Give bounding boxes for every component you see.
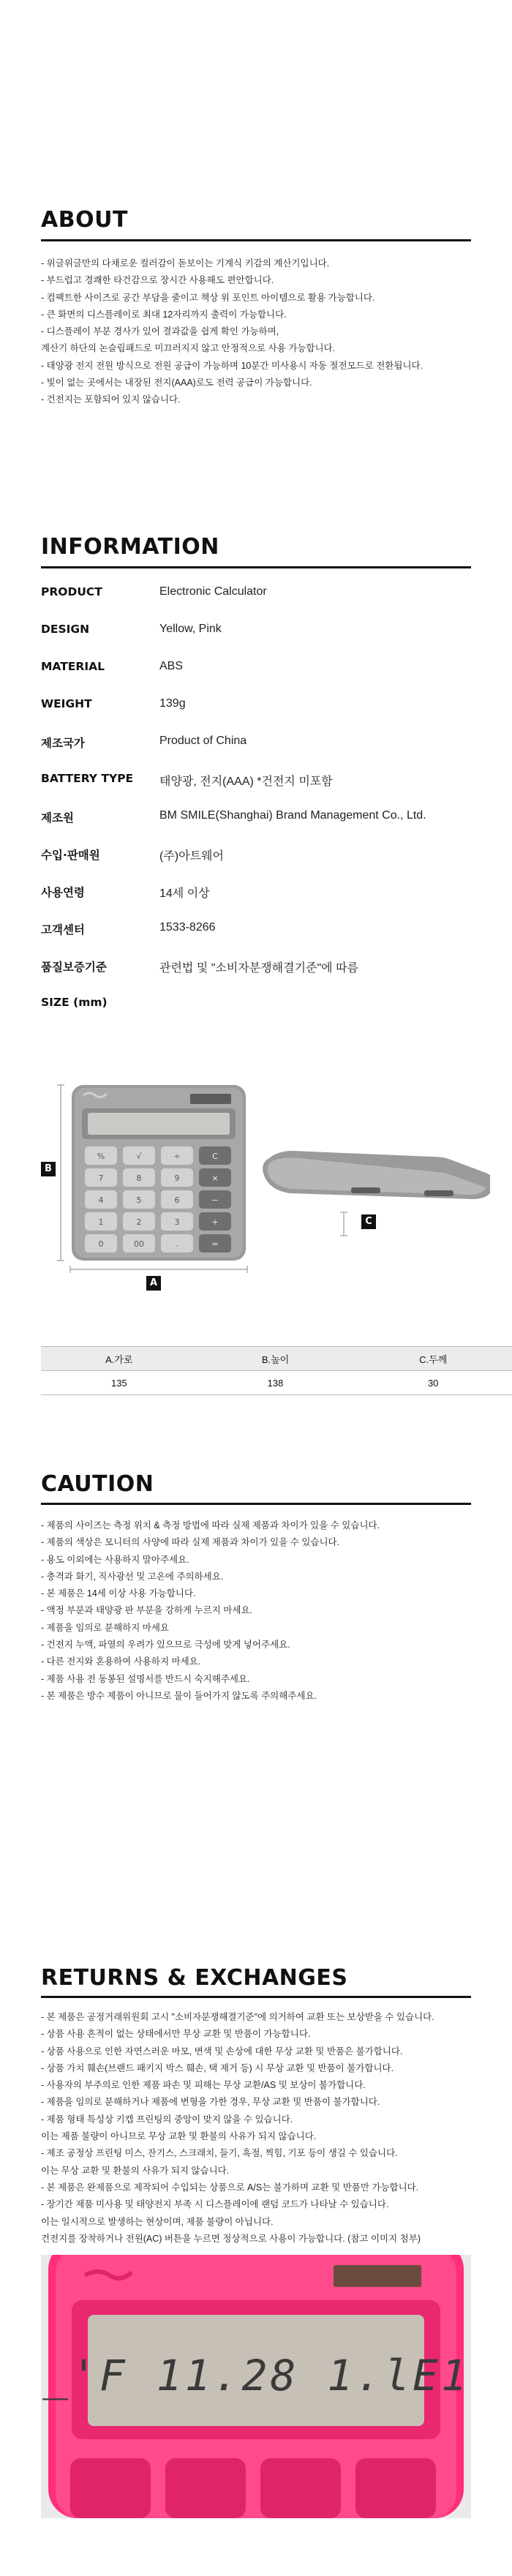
info-row [41,846,480,861]
caution-list [41,1517,480,1705]
calculator-size-illustration [37,1079,490,1313]
calculator-key-label: 9 [174,1174,180,1183]
info-value: 139g [159,697,186,710]
calculator-display-text: _'F 11.28 1.lE1 [42,2351,470,2400]
list-item: - 제품의 색상은 모니터의 사양에 따라 실제 제품과 차이가 있을 수 있습니다. [41,1537,340,1548]
info-row [41,735,480,749]
list-item: 이는 제품 불량이 아니므로 무상 교환 및 환불의 사유가 되지 않습니다. [41,2131,317,2142]
info-label: 제조국가 [41,737,85,750]
info-value: ABS [159,660,184,672]
info-value: BM SMILE(Shanghai) Brand Management Co., Ltd. [159,809,426,822]
list-item: 이는 무상 교환 및 환불의 사유가 되지 않습니다. [41,2165,230,2176]
calculator-key-label: 6 [174,1195,180,1205]
dimension-tag-a: A [146,1276,161,1291]
dimension-header-b: B.높이 [197,1347,354,1371]
calculator-front-image [72,1085,246,1261]
list-item: - 제품 사용 전 동봉된 설명서를 반드시 숙지해주세요. [41,1673,250,1684]
caution-title: CAUTION [41,1471,154,1497]
list-item: - 다른 전지와 혼용하여 사용하지 마세요. [41,1656,201,1667]
list-item: - 위글위글만의 다채로운 컬러감이 돋보이는 기계식 키감의 계산기입니다. [41,258,330,269]
list-item: - 장기간 제품 미사용 및 태양전지 부족 시 디스플레이에 랜덤 코드가 나타날 수 있습니다. [41,2199,389,2210]
dimension-header-a: A.가로 [41,1347,197,1371]
list-item: - 건전지 누액, 파열의 우려가 있으므로 극성에 맞게 넣어주세요. [41,1640,290,1651]
calculator-key-label: 4 [98,1195,104,1205]
list-item: - 본 제품은 공정거래위원회 고시 "소비자분쟁해결기준"에 의거하여 교환 또는 보상받을 수 있습니다. [41,2012,434,2022]
returns-divider [41,1996,471,1998]
info-row [41,660,480,675]
info-value: Product of China [159,735,247,747]
list-item: - 제품 형태 특성상 키캡 프린팅의 중앙이 맞지 않을 수 있습니다. [41,2114,293,2125]
info-row [41,921,480,936]
list-item: - 상품 사용으로 인한 자연스러운 마모, 변색 및 손상에 대한 무상 교환 및 반품은 불가합니다. [41,2046,403,2057]
info-label: 고객센터 [41,923,85,936]
list-item: - 본 제품은 완제품으로 제작되어 수입되는 상품으로 A/S는 불가하며 교환 및 반품만 가능합니다. [41,2182,419,2193]
info-row [41,623,480,637]
list-item: - 상품 가치 훼손(브랜드 패키지 박스 훼손, 택 제거 등) 시 무상 교환 및 반품이 불가합니다. [41,2062,394,2073]
list-item: - 본 제품은 방수 제품이 아니므로 물이 들어가지 않도록 주의해주세요. [41,1690,317,1701]
info-label: 수입·판매원 [41,849,100,862]
dimension-table-row [41,1371,512,1395]
info-value: Yellow, Pink [159,623,222,635]
list-item: - 본 제품은 14세 이상 사용 가능합니다. [41,1588,196,1599]
calculator-key-label: 2 [136,1217,142,1227]
info-label: 사용연령 [41,886,85,899]
calculator-key-label: 7 [98,1174,104,1183]
dimension-value-a: 135 [41,1371,197,1395]
list-item: - 제품을 임의로 분해하지 마세요 [41,1622,170,1633]
calculator-key-label: % [97,1152,105,1161]
info-row [41,772,480,786]
returns-list [41,2009,480,2248]
info-row [41,884,480,898]
info-label: WEIGHT [41,697,92,710]
list-item: 계산기 하단의 논슬립패드로 미끄러지지 않고 안정적으로 사용 가능합니다. [41,343,336,354]
info-value: 태양광, 전지(AAA) *건전지 미포함 [159,776,333,788]
calculator-key-label: + [211,1217,219,1227]
info-label: BATTERY TYPE [41,772,134,785]
info-value: 14세 이상 [159,887,210,900]
info-value: Electronic Calculator [159,585,267,598]
list-item: - 사용자의 부주의로 인한 제품 파손 및 피해는 무상 교환/AS 및 보상이 불가합니다. [41,2080,366,2091]
list-item: 건전지를 장착하거나 전원(AC) 버튼을 누르면 정상적으로 사용이 가능합니다. (참고 이미지 첨부) [41,2233,421,2244]
info-row [41,585,480,600]
list-item: - 액정 부분과 태양광 판 부분을 강하게 누르지 마세요. [41,1605,252,1616]
calculator-key-label: ÷ [173,1152,181,1161]
list-item: 이는 일시적으로 발생하는 현상이며, 제품 불량이 아닙니다. [41,2216,274,2227]
list-item: - 제품의 사이즈는 측정 위치 & 측정 방법에 따라 실제 제품과 차이가 있을 수 있습니다. [41,1520,380,1531]
list-item: - 건전지는 포함되어 있지 않습니다. [41,394,181,405]
info-row [41,958,480,973]
info-label: DESIGN [41,623,90,636]
caution-divider [41,1503,471,1505]
pink-calculator-reference-image [41,2255,471,2518]
info-row [41,809,480,824]
information-title: INFORMATION [41,534,219,560]
list-item: - 디스플레이 부분 경사가 있어 결과값을 쉽게 확인 가능하며, [41,326,279,337]
dimension-tag-b: B [41,1162,56,1176]
info-row [41,996,480,1010]
list-item: - 충격과 화기, 직사광선 및 고온에 주의하세요. [41,1571,224,1582]
list-item: - 부드럽고 경쾌한 타건감으로 장시간 사용해도 편안합니다. [41,275,274,286]
calculator-key-label: 8 [136,1174,142,1183]
info-value: 1533-8266 [159,921,216,934]
info-label: 품질보증기준 [41,961,107,974]
info-value: (주)아트웨어 [159,850,224,863]
calculator-key-label: × [211,1174,219,1183]
info-value: 관련법 및 "소비자분쟁해결기준"에 따름 [159,962,358,975]
dimension-value-b: 138 [197,1371,354,1395]
dimension-value-c: 30 [353,1371,512,1395]
list-item: - 용도 이외에는 사용하지 말아주세요. [41,1554,189,1565]
returns-title: RETURNS & EXCHANGES [41,1965,348,1991]
list-item: - 태양광 전지 전원 방식으로 전원 공급이 가능하며 10분간 미사용시 자동 절전모드로 전환됩니다. [41,360,423,371]
list-item: - 제품을 임의로 분해하거나 제품에 변형을 가한 경우, 무상 교환 및 반품이 불가합니다. [41,2097,380,2108]
calculator-key-label: √ [136,1152,142,1161]
info-row [41,697,480,712]
list-item: - 큰 화면의 디스플레이로 최대 12자리까지 출력이 가능합니다. [41,309,287,320]
information-divider [41,566,471,568]
info-label: PRODUCT [41,585,102,598]
calculator-key-label: 3 [174,1217,180,1227]
about-list [41,255,480,409]
about-title: ABOUT [41,207,128,233]
calculator-key-label: 00 [134,1239,144,1249]
calculator-key-label: 5 [136,1195,142,1205]
about-divider [41,239,471,241]
calculator-key-label: C [212,1152,218,1161]
dimension-tag-c: C [361,1214,376,1229]
calculator-key-label: 1 [98,1217,104,1227]
dimension-table [41,1346,512,1395]
list-item: - 컴팩트한 사이즈로 공간 부담을 줄이고 책상 위 포인트 아이템으로 활용 가능합니다. [41,292,375,303]
calculator-side-image [263,1151,490,1199]
list-item: - 상품 사용 흔적이 없는 상태에서만 무상 교환 및 반품이 가능합니다. [41,2029,311,2040]
list-item: - 빛이 없는 곳에서는 내장된 전지(AAA)로도 전력 공급이 가능합니다. [41,378,312,388]
dimension-table-header-row [41,1347,512,1371]
calculator-key-label: . [176,1239,178,1249]
calculator-key-label: 0 [98,1239,104,1249]
info-label: SIZE (mm) [41,996,108,1009]
info-label: MATERIAL [41,660,105,673]
info-label: 제조원 [41,811,74,825]
calculator-key-label: = [211,1239,219,1249]
dimension-header-c: C.두께 [353,1347,512,1371]
list-item: - 제조 공정상 프린팅 미스, 잔기스, 스크래치, 들기, 흑점, 찍힘, 기포 등이 생길 수 있습니다. [41,2148,398,2159]
calculator-key-label: − [211,1195,219,1205]
